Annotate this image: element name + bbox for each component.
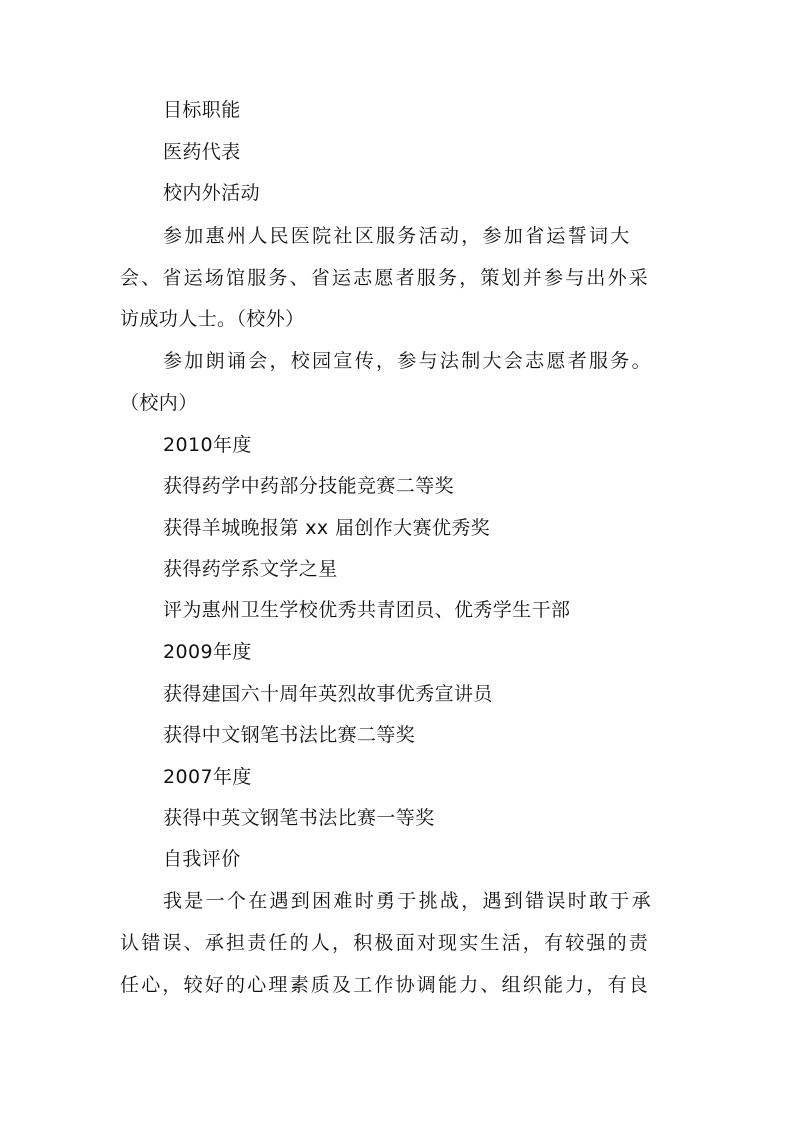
year-2009: 2009年度: [163, 641, 252, 663]
award-item: 获得中英文钢笔书法比赛一等奖: [163, 807, 435, 829]
year-2010: 2010年度: [163, 434, 252, 456]
award-item: 获得羊城晚报第 xx 届创作大赛优秀奖: [163, 517, 491, 539]
award-item: 获得药学系文学之星: [163, 558, 338, 580]
activities-paragraph-line-3: 访成功人士。（校外）: [120, 308, 305, 330]
activities-paragraph2-line-2: （校内）: [120, 392, 198, 414]
award-item: 评为惠州卫生学校优秀共青团员、优秀学生干部: [163, 599, 571, 621]
award-item: 获得建国六十周年英烈故事优秀宣讲员: [163, 683, 493, 705]
heading-activities: 校内外活动: [163, 182, 261, 204]
heading-self-evaluation: 自我评价: [163, 848, 241, 870]
self-evaluation-line-2: 认错误、承担责任的人，积极面对现实生活，有较强的责: [120, 932, 651, 954]
self-evaluation-line-3: 任心，较好的心理素质及工作协调能力、组织能力，有良: [120, 974, 651, 996]
award-item: 获得药学中药部分技能竞赛二等奖: [163, 475, 455, 497]
year-2007: 2007年度: [163, 766, 252, 788]
heading-target-position: 目标职能: [163, 99, 241, 121]
award-item: 获得中文钢笔书法比赛二等奖: [163, 724, 416, 746]
target-position-value: 医药代表: [163, 141, 241, 163]
activities-paragraph-line-1: 参加惠州人民医院社区服务活动，参加省运誓词大: [163, 225, 632, 247]
activities-paragraph-line-2: 会、省运场馆服务、省运志愿者服务，策划并参与出外采: [120, 267, 651, 289]
activities-paragraph2-line-1: 参加朗诵会，校园宣传，参与法制大会志愿者服务。: [163, 350, 653, 372]
self-evaluation-line-1: 我是一个在遇到困难时勇于挑战，遇到错误时敢于承: [163, 890, 653, 912]
